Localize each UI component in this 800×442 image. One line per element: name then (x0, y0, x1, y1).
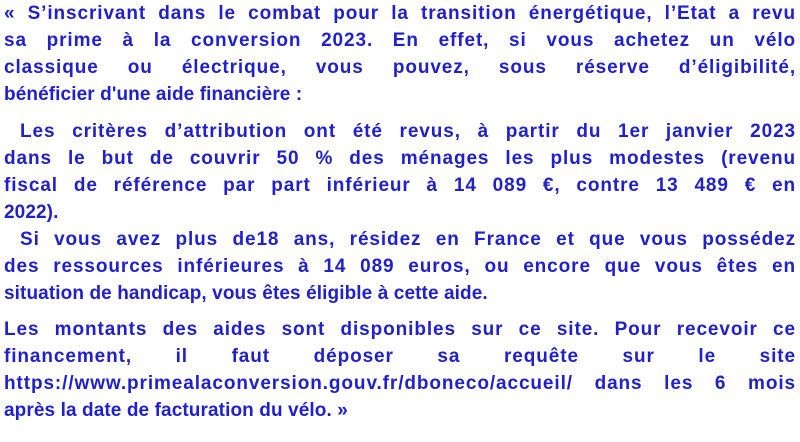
text-line: après la date de facturation du vélo. » (4, 400, 348, 421)
text-line: financement, il faut déposer sa requête sur le site (4, 346, 796, 367)
url-text-line: https://www.primealaconversion.gouv.fr/dboneco/accueil/ dans les 6 mois (4, 373, 796, 394)
text-line: bénéficier d'une aide financière : (4, 84, 303, 105)
text-line: des ressources inférieures à 14 089 euros, ou encore que vous êtes en (4, 256, 796, 277)
text-line: « S’inscrivant dans le combat pour la transition énergétique, l’Etat a revu (4, 3, 796, 24)
text-line: 2022). (4, 202, 59, 223)
text-line: Si vous avez plus de18 ans, résidez en France et que vous possédez (20, 229, 796, 250)
text-line: fiscal de référence par part inférieur à 14 089 €, contre 13 489 € en (4, 175, 796, 196)
paragraph (4, 118, 796, 226)
paragraph (4, 316, 796, 424)
paragraph (4, 226, 796, 307)
text-line: sa prime à la conversion 2023. En effet, si vous achetez un vélo (4, 30, 796, 51)
text-line: situation de handicap, vous êtes éligible à cette aide. (4, 283, 488, 304)
text-line: Les critères d’attribution ont été revus, à partir du 1er janvier 2023 (20, 121, 796, 142)
text-line: classique ou électrique, vous pouvez, sous réserve d’éligibilité, (4, 57, 796, 78)
paragraph (4, 0, 796, 108)
text-line: Les montants des aides sont disponibles sur ce site. Pour recevoir ce (4, 319, 796, 340)
text-line: dans le but de couvrir 50 % des ménages les plus modestes (revenu (4, 148, 796, 169)
